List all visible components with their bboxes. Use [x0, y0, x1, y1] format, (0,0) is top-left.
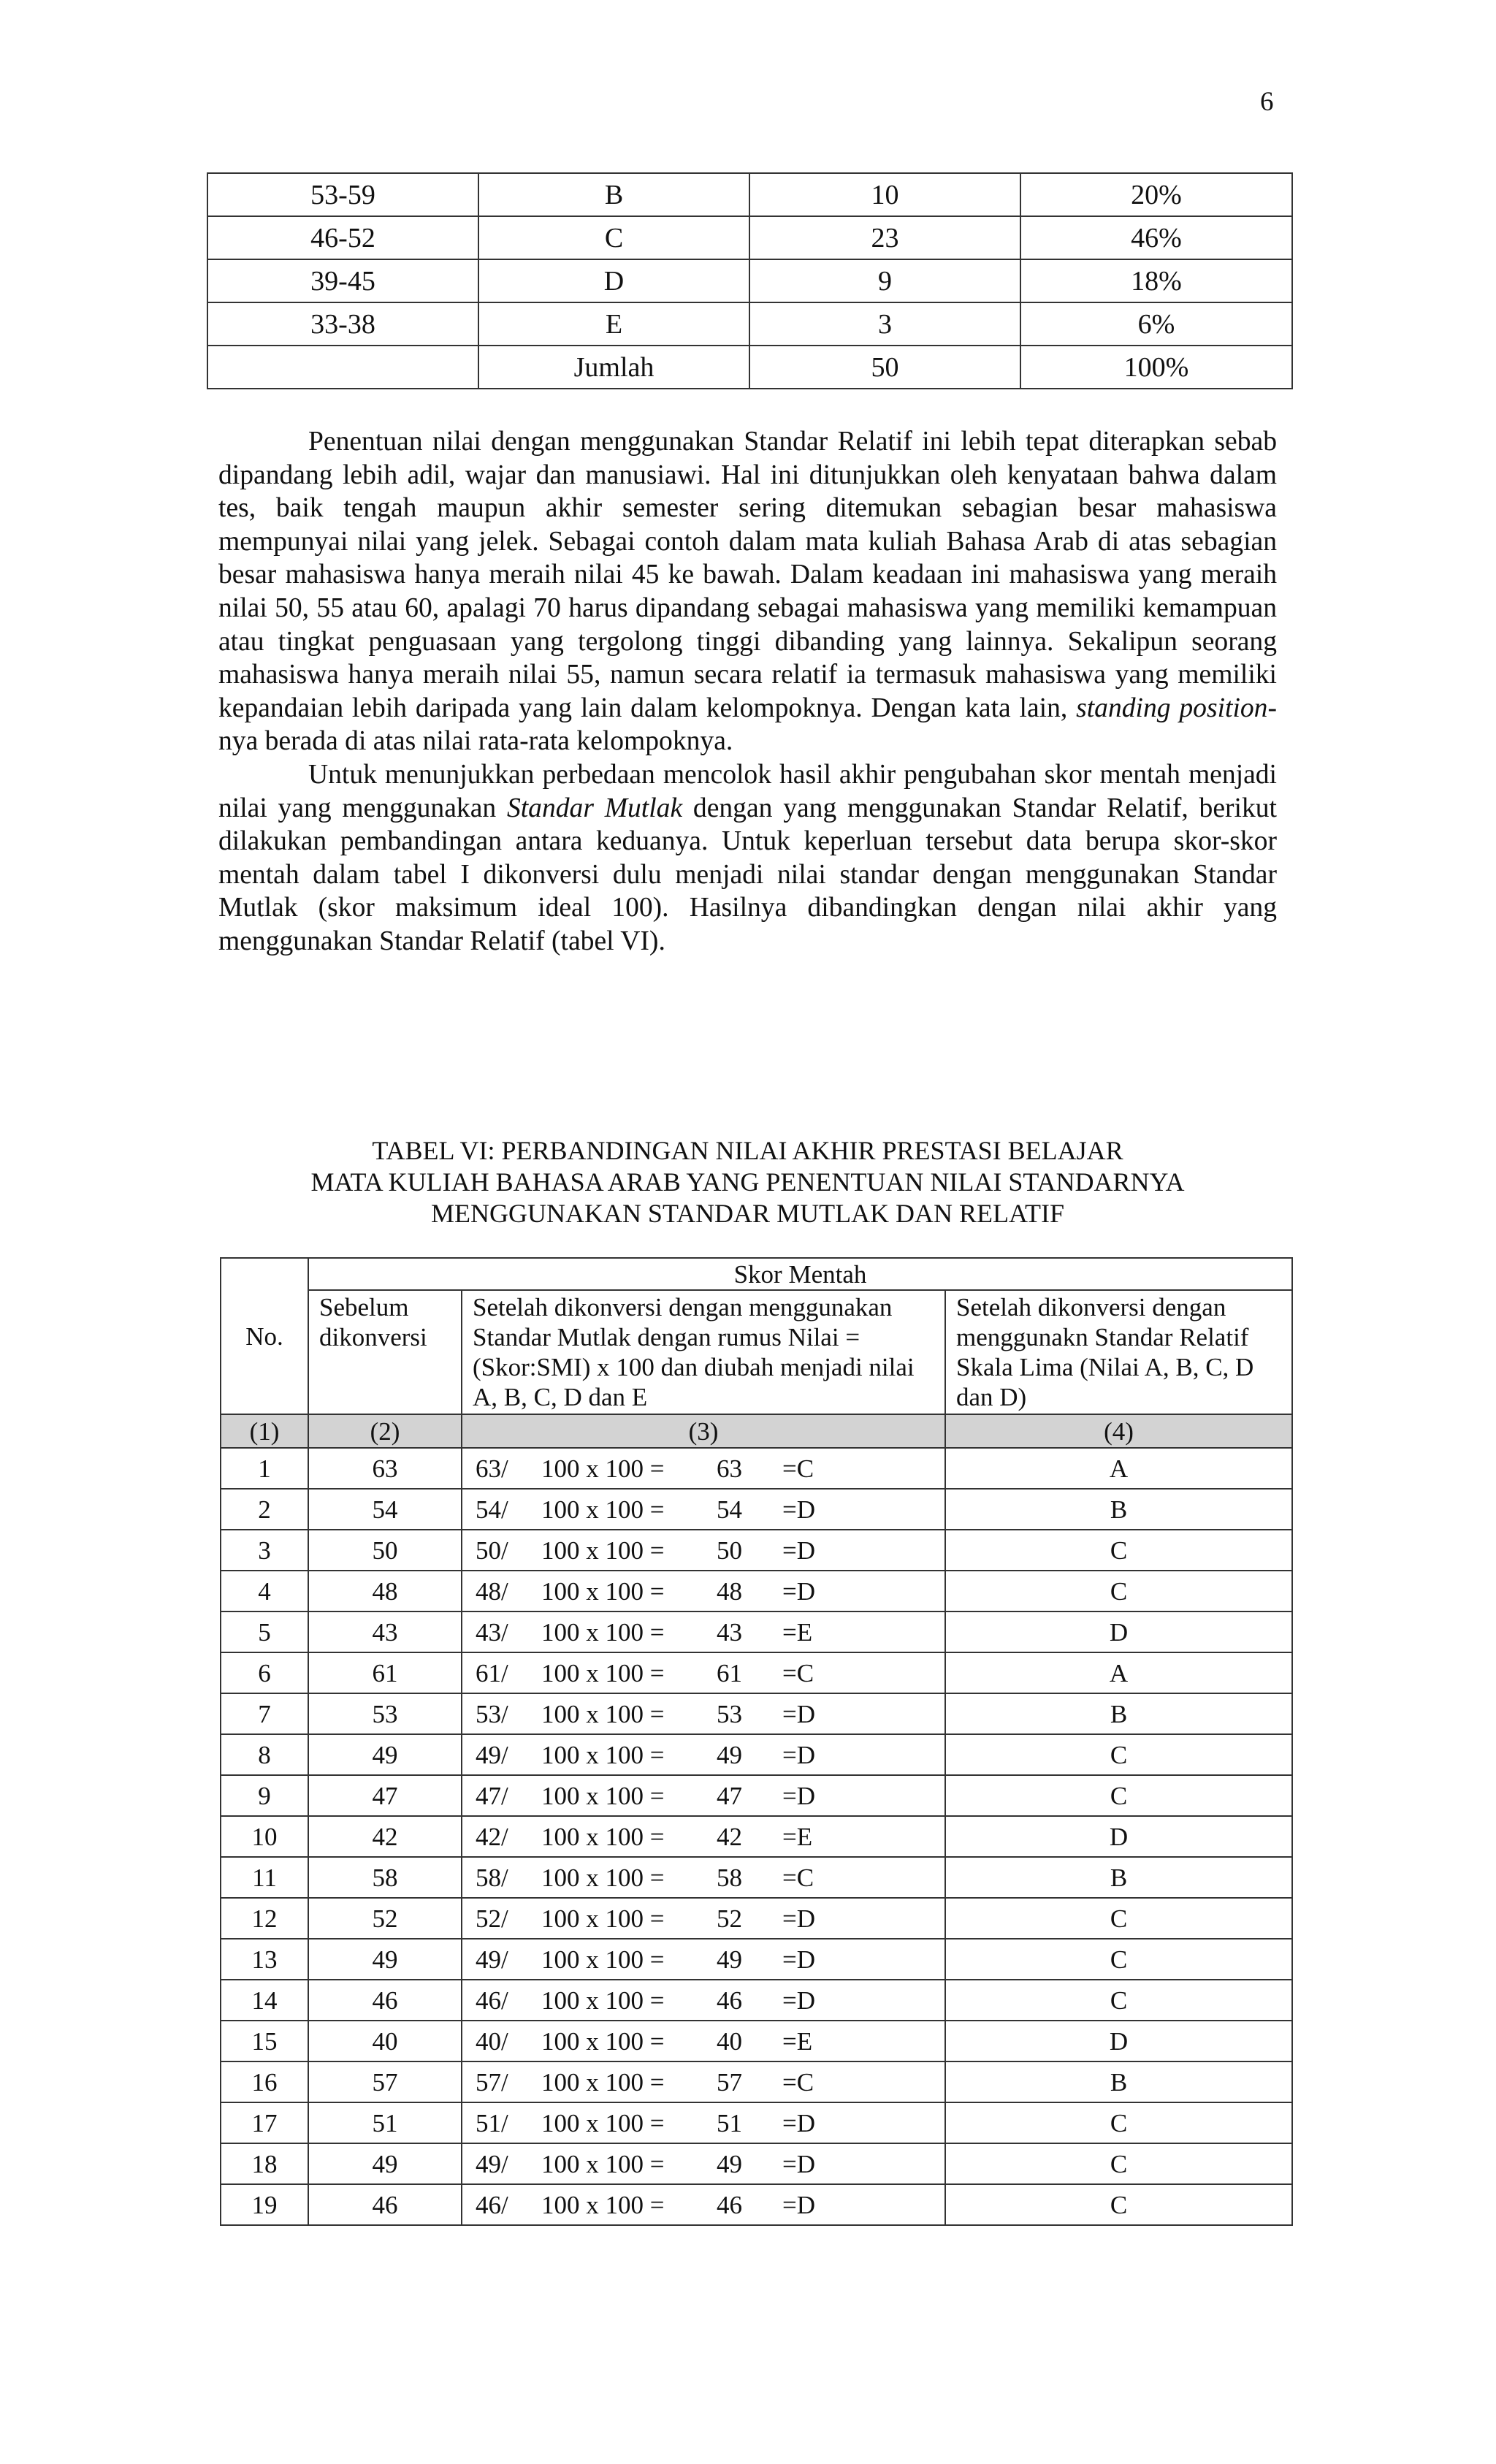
row-number: 12: [221, 1898, 308, 1939]
row-number: 4: [221, 1571, 308, 1611]
col-number: (1): [221, 1414, 308, 1448]
relative-grade: D: [945, 1816, 1292, 1857]
raw-score: 61: [308, 1652, 462, 1693]
table-row: [221, 2061, 1292, 2102]
row-number: 6: [221, 1652, 308, 1693]
row-number: 13: [221, 1939, 308, 1980]
conversion-part: 58/: [476, 1863, 508, 1892]
relative-grade: C: [945, 1530, 1292, 1571]
relative-grade: C: [945, 2184, 1292, 2225]
table-row: [221, 1530, 1292, 1571]
table-row: [207, 346, 1292, 389]
row-number: 15: [221, 2021, 308, 2061]
relative-grade: B: [945, 1693, 1292, 1734]
raw-score: 40: [308, 2021, 462, 2061]
relative-grade: C: [945, 1571, 1292, 1611]
table-caption-line-2: MATA KULIAH BAHASA ARAB YANG PENENTUAN NILAI STANDARNYA: [310, 1167, 1185, 1197]
conversion-part: 46: [717, 1986, 742, 2015]
header-sebelum: Sebelum dikonversi: [308, 1290, 462, 1414]
conversion-part: 100 x 100 =: [541, 1454, 665, 1483]
conversion-part: =D: [782, 1945, 816, 1974]
relative-grade: C: [945, 1898, 1292, 1939]
table-cell: 46%: [1020, 216, 1292, 259]
conversion-part: 53: [717, 1699, 742, 1728]
col-number: (2): [308, 1414, 462, 1448]
conversion-part: 49: [717, 1740, 742, 1769]
table-cell: 6%: [1020, 302, 1292, 346]
conversion-part: 42: [717, 1822, 742, 1851]
conversion-part: 54/: [476, 1495, 508, 1524]
conversion-part: 58: [717, 1863, 742, 1892]
absolute-conversion: [462, 2184, 945, 2225]
conversion-part: 47/: [476, 1781, 508, 1810]
row-number: 8: [221, 1734, 308, 1775]
relative-grade: C: [945, 1734, 1292, 1775]
absolute-conversion: [462, 1898, 945, 1939]
relative-grade: B: [945, 2061, 1292, 2102]
row-number: 17: [221, 2102, 308, 2143]
table-cell: 46-52: [207, 216, 478, 259]
conversion-part: =D: [782, 1781, 816, 1810]
absolute-conversion: [462, 1693, 945, 1734]
raw-score: 53: [308, 1693, 462, 1734]
raw-score: 49: [308, 1939, 462, 1980]
absolute-conversion: [462, 1448, 945, 1489]
row-number: 16: [221, 2061, 308, 2102]
table-row: [221, 1734, 1292, 1775]
conversion-part: 100 x 100 =: [541, 1658, 665, 1687]
absolute-conversion: [462, 1652, 945, 1693]
table-cell: 39-45: [207, 259, 478, 302]
conversion-part: 100 x 100 =: [541, 2149, 665, 2178]
row-number: 2: [221, 1489, 308, 1530]
conversion-part: 53/: [476, 1699, 508, 1728]
raw-score: 46: [308, 2184, 462, 2225]
col-number: (3): [462, 1414, 945, 1448]
conversion-part: 100 x 100 =: [541, 2067, 665, 2097]
conversion-part: 100 x 100 =: [541, 1986, 665, 2015]
table-caption-line-1: TABEL VI: PERBANDINGAN NILAI AKHIR PRESTASI BELAJAR: [372, 1136, 1123, 1165]
conversion-part: 100 x 100 =: [541, 1536, 665, 1565]
relative-grade: C: [945, 1775, 1292, 1816]
conversion-part: 57/: [476, 2067, 508, 2097]
table-row: [207, 259, 1292, 302]
row-number: 7: [221, 1693, 308, 1734]
conversion-part: 54: [717, 1495, 742, 1524]
relative-grade: D: [945, 1611, 1292, 1652]
table-cell: 50: [749, 346, 1020, 389]
table-cell: 9: [749, 259, 1020, 302]
table-caption-line-3: MENGGUNAKAN STANDAR MUTLAK DAN RELATIF: [430, 1199, 1065, 1228]
table-row: [221, 2184, 1292, 2225]
table-cell: 3: [749, 302, 1020, 346]
absolute-conversion: [462, 1816, 945, 1857]
absolute-conversion: [462, 1530, 945, 1571]
raw-score: 43: [308, 1611, 462, 1652]
conversion-part: 100 x 100 =: [541, 2108, 665, 2137]
conversion-part: 61/: [476, 1658, 508, 1687]
conversion-part: =C: [782, 1658, 814, 1687]
conversion-part: =D: [782, 1495, 816, 1524]
conversion-part: 48/: [476, 1576, 508, 1606]
conversion-part: 47: [717, 1781, 742, 1810]
header-standar-mutlak: Setelah dikonversi dengan menggunakan Standar Mutlak dengan rumus Nilai = (Skor:SMI) x 100 dan diubah menjadi nilai A, B, C, D dan E: [462, 1290, 945, 1414]
raw-score: 50: [308, 1530, 462, 1571]
row-number: 9: [221, 1775, 308, 1816]
table-cell: D: [478, 259, 749, 302]
raw-score: 63: [308, 1448, 462, 1489]
row-number: 3: [221, 1530, 308, 1571]
relative-grade: B: [945, 1489, 1292, 1530]
table-cell: 18%: [1020, 259, 1292, 302]
relative-grade: C: [945, 1939, 1292, 1980]
table-row: [221, 1448, 1292, 1489]
row-number: 14: [221, 1980, 308, 2021]
absolute-conversion: [462, 2102, 945, 2143]
raw-score: 48: [308, 1571, 462, 1611]
conversion-part: 46: [717, 2190, 742, 2219]
relative-grade: C: [945, 1980, 1292, 2021]
conversion-part: =C: [782, 1863, 814, 1892]
conversion-part: 63/: [476, 1454, 508, 1483]
conversion-part: 100 x 100 =: [541, 2026, 665, 2056]
conversion-part: =D: [782, 1699, 816, 1728]
conversion-part: 51: [717, 2108, 742, 2137]
conversion-part: 100 x 100 =: [541, 1863, 665, 1892]
conversion-part: 61: [717, 1658, 742, 1687]
table-cell: 23: [749, 216, 1020, 259]
relative-grade: A: [945, 1448, 1292, 1489]
conversion-part: =D: [782, 1536, 816, 1565]
row-number: 19: [221, 2184, 308, 2225]
conversion-part: =E: [782, 2026, 813, 2056]
relative-grade: C: [945, 2102, 1292, 2143]
raw-score: 49: [308, 2143, 462, 2184]
absolute-conversion: [462, 1571, 945, 1611]
conversion-part: 49/: [476, 1740, 508, 1769]
conversion-part: 49/: [476, 1945, 508, 1974]
conversion-part: 43/: [476, 1617, 508, 1647]
table-cell: 10: [749, 173, 1020, 216]
conversion-part: =D: [782, 1576, 816, 1606]
conversion-part: 43: [717, 1617, 742, 1647]
absolute-conversion: [462, 1857, 945, 1898]
row-number: 10: [221, 1816, 308, 1857]
table-row: [221, 2021, 1292, 2061]
table-cell: 53-59: [207, 173, 478, 216]
conversion-part: =C: [782, 2067, 814, 2097]
conversion-part: 48: [717, 1576, 742, 1606]
paragraph-1: Penentuan nilai dengan menggunakan Standar Relatif ini lebih tepat diterapkan sebab dipandang lebih adil, wajar dan manusiawi. Hal ini ditunjukkan oleh kenyataan bahwa dalam tes, baik tengah maupun akhir semester sering ditemukan sebagian besar mahasiswa mempunyai nilai yang jelek. Sebagai contoh dalam mata kuliah Bahasa Arab di atas sebagian besar mahasiswa hanya meraih nilai 45 ke bawah. Dalam keadaan ini mahasiswa yang meraih nilai 50, 55 atau 60, apalagi 70 harus dipandang sebagai mahasiswa yang memiliki kemampuan atau tingkat penguasaan yang tergolong tinggi dibanding yang lainnya. Sekalipun seorang mahasiswa hanya meraih nilai 55, namun secara relatif ia termasuk mahasiswa yang memiliki kepandaian lebih daripada yang lain dalam kelompoknya. Dengan kata lain, standing position-nya berada di atas nilai rata-rata kelompoknya.: [218, 427, 1277, 757]
conversion-part: 46/: [476, 2190, 508, 2219]
grade-distribution-table: [207, 172, 1293, 389]
conversion-part: =D: [782, 2190, 816, 2219]
table-cell: B: [478, 173, 749, 216]
table-row: [221, 1939, 1292, 1980]
header-standar-relatif: Setelah dikonversi dengan menggunakn Standar Relatif Skala Lima (Nilai A, B, C, D dan D): [945, 1290, 1292, 1414]
raw-score: 49: [308, 1734, 462, 1775]
row-number: 18: [221, 2143, 308, 2184]
table-row: [207, 302, 1292, 346]
table-row: [221, 2143, 1292, 2184]
conversion-part: 42/: [476, 1822, 508, 1851]
conversion-part: 49: [717, 1945, 742, 1974]
body-text: [218, 425, 1277, 958]
table-cell: 33-38: [207, 302, 478, 346]
conversion-part: 100 x 100 =: [541, 1781, 665, 1810]
conversion-part: =D: [782, 1740, 816, 1769]
conversion-part: 50: [717, 1536, 742, 1565]
table-row: [207, 216, 1292, 259]
conversion-part: 52: [717, 1904, 742, 1933]
conversion-part: =E: [782, 1822, 813, 1851]
table-row: [221, 1652, 1292, 1693]
conversion-part: 100 x 100 =: [541, 1699, 665, 1728]
table-row: [221, 1775, 1292, 1816]
conversion-part: =D: [782, 1986, 816, 2015]
conversion-part: =E: [782, 1617, 813, 1647]
relative-grade: C: [945, 2143, 1292, 2184]
absolute-conversion: [462, 1734, 945, 1775]
relative-grade: A: [945, 1652, 1292, 1693]
raw-score: 58: [308, 1857, 462, 1898]
row-number: 5: [221, 1611, 308, 1652]
table-cell: [207, 346, 478, 389]
header-skor-mentah: Skor Mentah: [308, 1258, 1292, 1290]
raw-score: 42: [308, 1816, 462, 1857]
conversion-part: 100 x 100 =: [541, 1740, 665, 1769]
comparison-table: [220, 1257, 1293, 2226]
conversion-part: 100 x 100 =: [541, 1822, 665, 1851]
conversion-part: 100 x 100 =: [541, 1945, 665, 1974]
conversion-part: 51/: [476, 2108, 508, 2137]
conversion-part: 50/: [476, 1536, 508, 1565]
raw-score: 46: [308, 1980, 462, 2021]
absolute-conversion: [462, 1611, 945, 1652]
conversion-part: =D: [782, 2149, 816, 2178]
absolute-conversion: [462, 2061, 945, 2102]
conversion-part: 100 x 100 =: [541, 1904, 665, 1933]
absolute-conversion: [462, 1939, 945, 1980]
page-number: 6: [1260, 87, 1274, 117]
conversion-part: 63: [717, 1454, 742, 1483]
table-cell: 20%: [1020, 173, 1292, 216]
row-number: 1: [221, 1448, 308, 1489]
absolute-conversion: [462, 2021, 945, 2061]
absolute-conversion: [462, 2143, 945, 2184]
absolute-conversion: [462, 1980, 945, 2021]
conversion-part: 49/: [476, 2149, 508, 2178]
conversion-part: 100 x 100 =: [541, 1617, 665, 1647]
conversion-part: 49: [717, 2149, 742, 2178]
conversion-part: 52/: [476, 1904, 508, 1933]
table-cell: C: [478, 216, 749, 259]
conversion-part: 46/: [476, 1986, 508, 2015]
table-row: [221, 2102, 1292, 2143]
table-cell: Jumlah: [478, 346, 749, 389]
conversion-part: =C: [782, 1454, 814, 1483]
raw-score: 57: [308, 2061, 462, 2102]
table-row: [221, 1857, 1292, 1898]
row-number: 11: [221, 1857, 308, 1898]
header-no: No.: [221, 1258, 308, 1414]
relative-grade: D: [945, 2021, 1292, 2061]
raw-score: 51: [308, 2102, 462, 2143]
paragraph-2: Untuk menunjukkan perbedaan mencolok hasil akhir pengubahan skor mentah menjadi nilai yang menggunakan Standar Mutlak dengan yang menggunakan Standar Relatif, berikut dilakukan pembandingan antara keduanya. Untuk keperluan tersebut data berupa skor-skor mentah dalam tabel I dikonversi dulu menjadi nilai standar dengan menggunakan Standar Mutlak (skor maksimum ideal 100). Hasilnya dibandingkan dengan nilai akhir yang menggunakan Standar Relatif (tabel VI).: [218, 759, 1277, 956]
conversion-part: =D: [782, 1904, 816, 1933]
raw-score: 47: [308, 1775, 462, 1816]
table-row: [221, 1693, 1292, 1734]
raw-score: 54: [308, 1489, 462, 1530]
conversion-part: 100 x 100 =: [541, 2190, 665, 2219]
table-row: [221, 1980, 1292, 2021]
conversion-part: 100 x 100 =: [541, 1576, 665, 1606]
conversion-part: 100 x 100 =: [541, 1495, 665, 1524]
absolute-conversion: [462, 1489, 945, 1530]
conversion-part: =D: [782, 2108, 816, 2137]
table-row: [221, 1816, 1292, 1857]
col-number: (4): [945, 1414, 1292, 1448]
conversion-part: 40/: [476, 2026, 508, 2056]
table-row: [221, 1571, 1292, 1611]
table-row: [221, 1489, 1292, 1530]
table-cell: E: [478, 302, 749, 346]
table-row: [221, 1898, 1292, 1939]
table-row: [221, 1611, 1292, 1652]
table-cell: 100%: [1020, 346, 1292, 389]
absolute-conversion: [462, 1775, 945, 1816]
conversion-part: 57: [717, 2067, 742, 2097]
raw-score: 52: [308, 1898, 462, 1939]
conversion-part: 40: [717, 2026, 742, 2056]
table-row: [207, 173, 1292, 216]
relative-grade: B: [945, 1857, 1292, 1898]
